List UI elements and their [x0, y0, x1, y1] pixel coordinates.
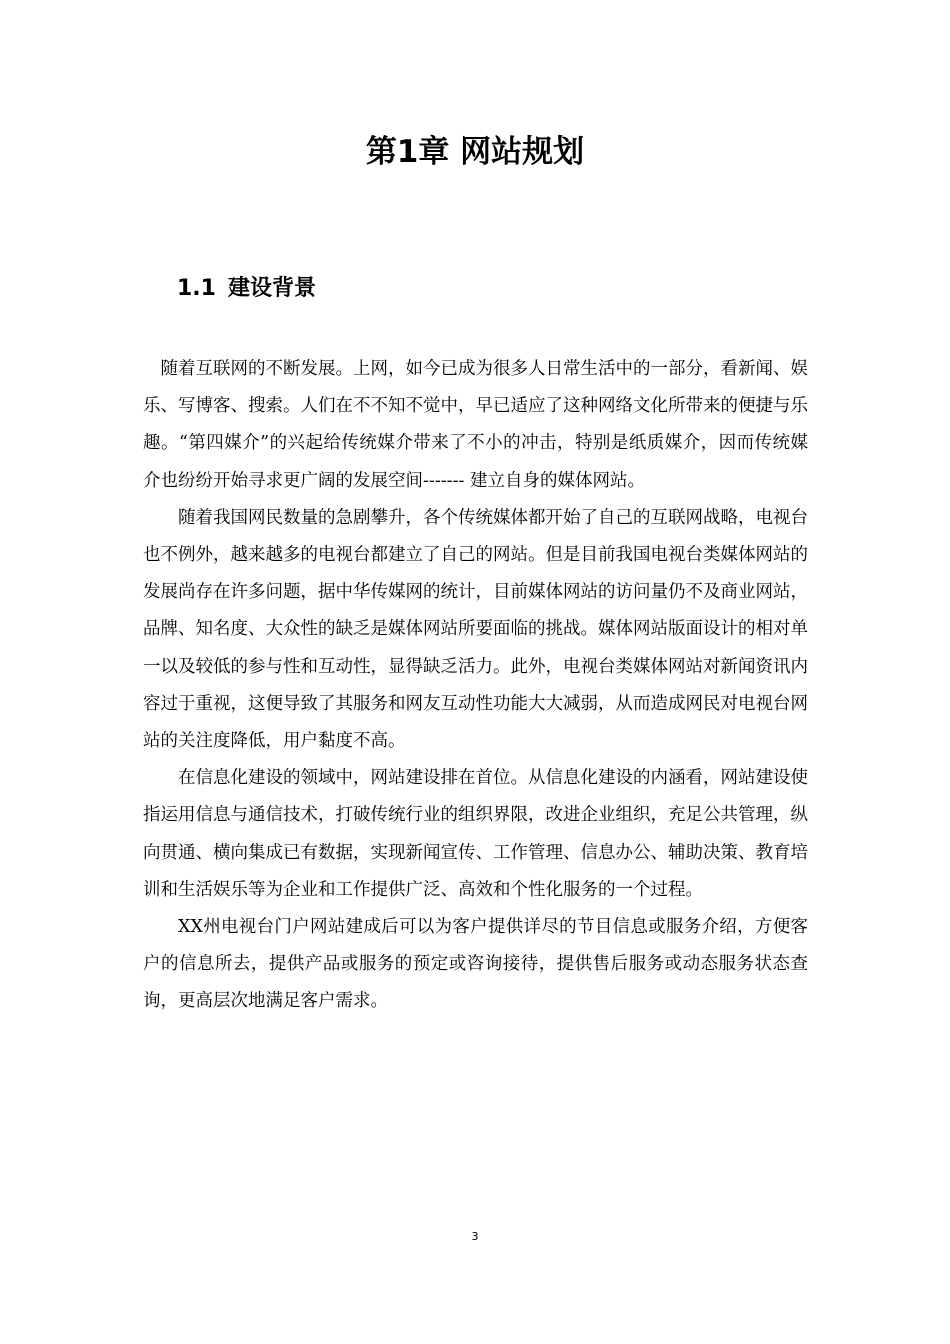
paragraph-2: 随着我国网民数量的急剧攀升，各个传统媒体都开始了自己的互联网战略，电视台也不例外，越来越多的电视台都建立了自己的网站。但是目前我国电视台类媒体网站的发展尚存在许多问题，据中华传媒网的统计，目前媒体网站的访问量仍不及商业网站，品牌、知名度、大众性的缺乏是媒体网站所要面临的挑战。媒体网站版面设计的相对单一以及较低的参与性和互动性，显得缺乏活力。此外，电视台类媒体网站对新闻资讯内容过于重视，这便导致了其服务和网友互动性功能大大减弱，从而造成网民对电视台网站的关注度降低，用户黏度不高。 — [143, 507, 808, 752]
section-number: 1.1 — [177, 276, 216, 301]
section-heading — [177, 271, 316, 307]
page-number: 3 — [471, 1230, 479, 1243]
paragraph-3: 在信息化建设的领域中，网站建设排在首位。从信息化建设的内涵看，网站建设使指运用信息与通信技术，打破传统行业的组织界限，改进企业组织，充足公共管理，纵向贯通、横向集成已有数据，实现新闻宣传、工作管理、信息办公、辅助决策、教育培训和生活娱乐等为企业和工作提供广泛、高效和个性化服务的一个过程。 — [143, 768, 808, 900]
chapter-title: 第1章 网站规划 — [365, 134, 585, 170]
paragraph-4: XX州电视台门户网站建成后可以为客户提供详尽的节目信息或服务介绍，方便客户的信息所去，提供产品或服务的预定或咨询接待，提供售后服务或动态服务状态查询，更高层次地满足客户需求。 — [143, 917, 808, 1012]
body-text — [143, 351, 808, 1021]
section-title: 建设背景 — [227, 276, 316, 301]
paragraph-1: 随着互联网的不断发展。上网，如今已成为很多人日常生活中的一部分，看新闻、娱乐、写博客、搜索。人们在不不知不觉中，早已适应了这种网络文化所带来的便捷与乐趣。“第四媒介”的兴起给传统媒介带来了不小的冲击，特别是纸质媒介，因而传统媒介也纷纷开始寻求更广阔的发展空间------- 建立自身的媒体网站。 — [143, 359, 808, 491]
